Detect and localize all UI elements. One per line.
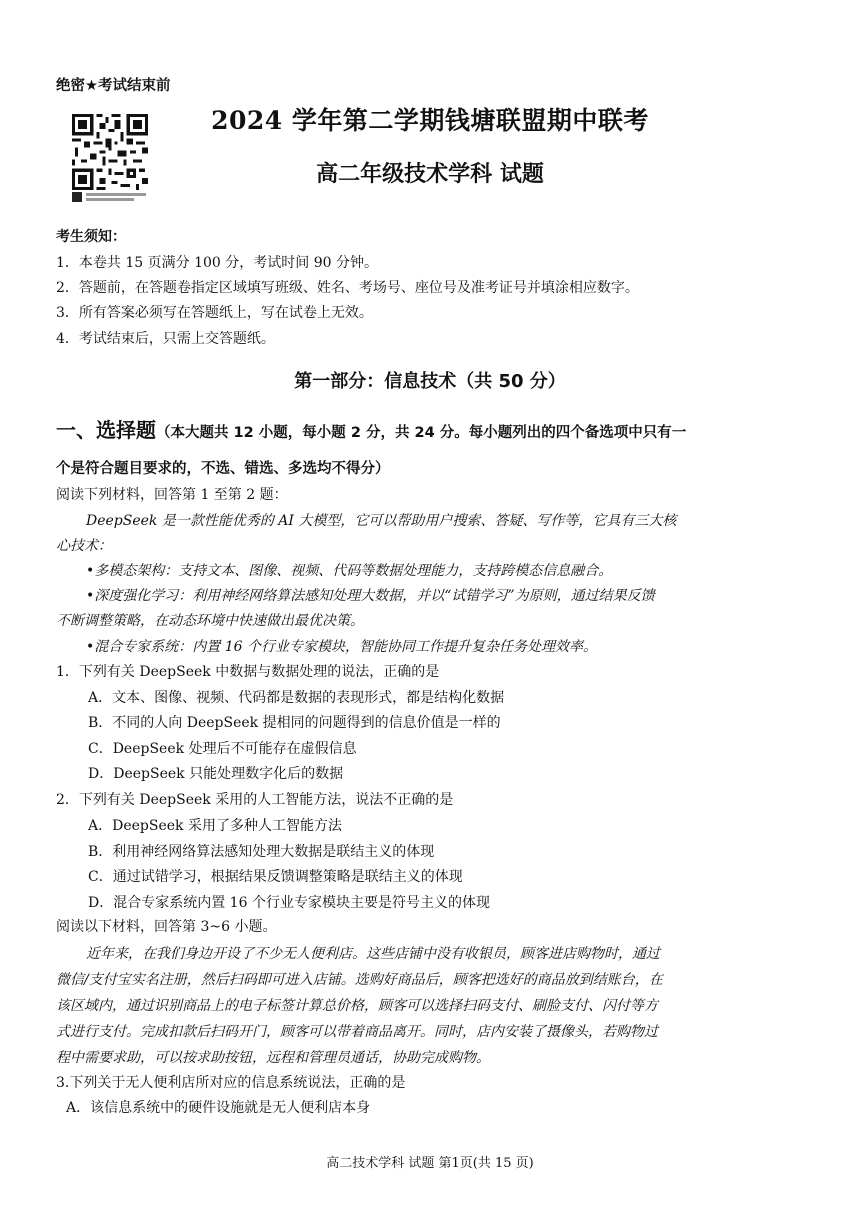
material-bullet: •深度强化学习：利用神经网络算法感知处理大数据，并以“试错学习”为原则，通过结果反馈 (86, 588, 655, 604)
question-option: C．DeepSeek 处理后不可能存在虚假信息 (88, 741, 357, 757)
qr-caption-logo (72, 190, 150, 204)
material-paragraph: 心技术： (56, 538, 112, 554)
page-footer: 高二技术学科 试题 第1页(共 15 页) (326, 1156, 534, 1171)
material-bullet: •多模态架构：支持文本、图像、视频、代码等数据处理能力，支持跨模态信息融合。 (86, 563, 613, 579)
material-paragraph: 近年来，在我们身边开设了不少无人便利店。这些店铺中没有收银员，顾客进店购物时，通过 (86, 946, 660, 962)
question-option: D．混合专家系统内置 16 个行业专家模块主要是符号主义的体现 (88, 895, 490, 911)
section-description-cont: 个是符合题目要求的，不选、错选、多选均不得分） (56, 461, 390, 477)
confidential-label: 绝密★考试结束前 (56, 78, 171, 94)
material-paragraph: 该区域内，通过识别商品上的电子标签计算总价格，顾客可以选择扫码支付、刷脸支付、闪付等方 (56, 998, 658, 1014)
section-description: （本大题共 12 小题，每小题 2 分，共 24 分。每小题列出的四个备选项中只有一 (156, 425, 687, 441)
material-paragraph: 程中需要求助，可以按求助按钮，远程和管理员通话，协助完成购物。 (56, 1050, 490, 1066)
section-title: 一、选择题 (56, 418, 156, 442)
question-option: D．DeepSeek 只能处理数字化后的数据 (88, 766, 344, 782)
material-paragraph: 式进行支付。完成扣款后扫码开门，顾客可以带着商品离开。同时，店内安装了摄像头，若购物过 (56, 1024, 658, 1040)
question-option: B．利用神经网络算法感知处理大数据是联结主义的体现 (88, 844, 435, 860)
question-stem: 1．下列有关 DeepSeek 中数据与数据处理的说法，正确的是 (56, 664, 440, 680)
notice-item: 1．本卷共 15 页满分 100 分，考试时间 90 分钟。 (56, 255, 378, 271)
question-option: A．该信息系统中的硬件设施就是无人便利店本身 (66, 1100, 371, 1116)
question-option: B．不同的人向 DeepSeek 提相同的问题得到的信息价值是一样的 (88, 715, 501, 731)
notice-item: 3．所有答案必须写在答题纸上，写在试卷上无效。 (56, 305, 373, 321)
material-bullet: 不断调整策略，在动态环境中快速做出最优决策。 (56, 613, 364, 629)
material-paragraph: 微信/支付宝实名注册，然后扫码即可进入店铺。选购好商品后，顾客把选好的商品放到结账台，在 (56, 972, 663, 988)
material-intro: 阅读以下材料，回答第 3~6 小题。 (56, 919, 277, 935)
notice-heading: 考生须知： (56, 229, 126, 245)
notice-item: 4．考试结束后，只需上交答题纸。 (56, 331, 275, 347)
question-option: A．DeepSeek 采用了多种人工智能方法 (88, 818, 342, 834)
question-option: A．文本、图像、视频、代码都是数据的表现形式，都是结构化数据 (88, 690, 505, 706)
question-stem: 3.下列关于无人便利店所对应的信息系统说法，正确的是 (56, 1075, 406, 1091)
material-paragraph: DeepSeek 是一款性能优秀的 AI 大模型，它可以帮助用户搜索、答疑、写作等，它具有三大核 (86, 513, 677, 529)
question-option: C．通过试错学习，根据结果反馈调整策略是联结主义的体现 (88, 869, 463, 885)
part-heading: 第一部分：信息技术（共 50 分） (294, 371, 566, 392)
exam-subtitle: 高二年级技术学科 试题 (316, 161, 544, 187)
material-bullet: •混合专家系统：内置 16 个行业专家模块，智能协同工作提升复杂任务处理效率。 (86, 639, 597, 655)
question-stem: 2．下列有关 DeepSeek 采用的人工智能方法，说法不正确的是 (56, 792, 454, 808)
section-heading (56, 414, 686, 443)
material-intro: 阅读下列材料，回答第 1 至第 2 题： (56, 487, 288, 503)
notice-item: 2．答题前，在答题卷指定区域填写班级、姓名、考场号、座位号及准考证号并填涂相应数字。 (56, 280, 639, 296)
exam-title: 2024 学年第二学期钱塘联盟期中联考 (211, 106, 649, 135)
